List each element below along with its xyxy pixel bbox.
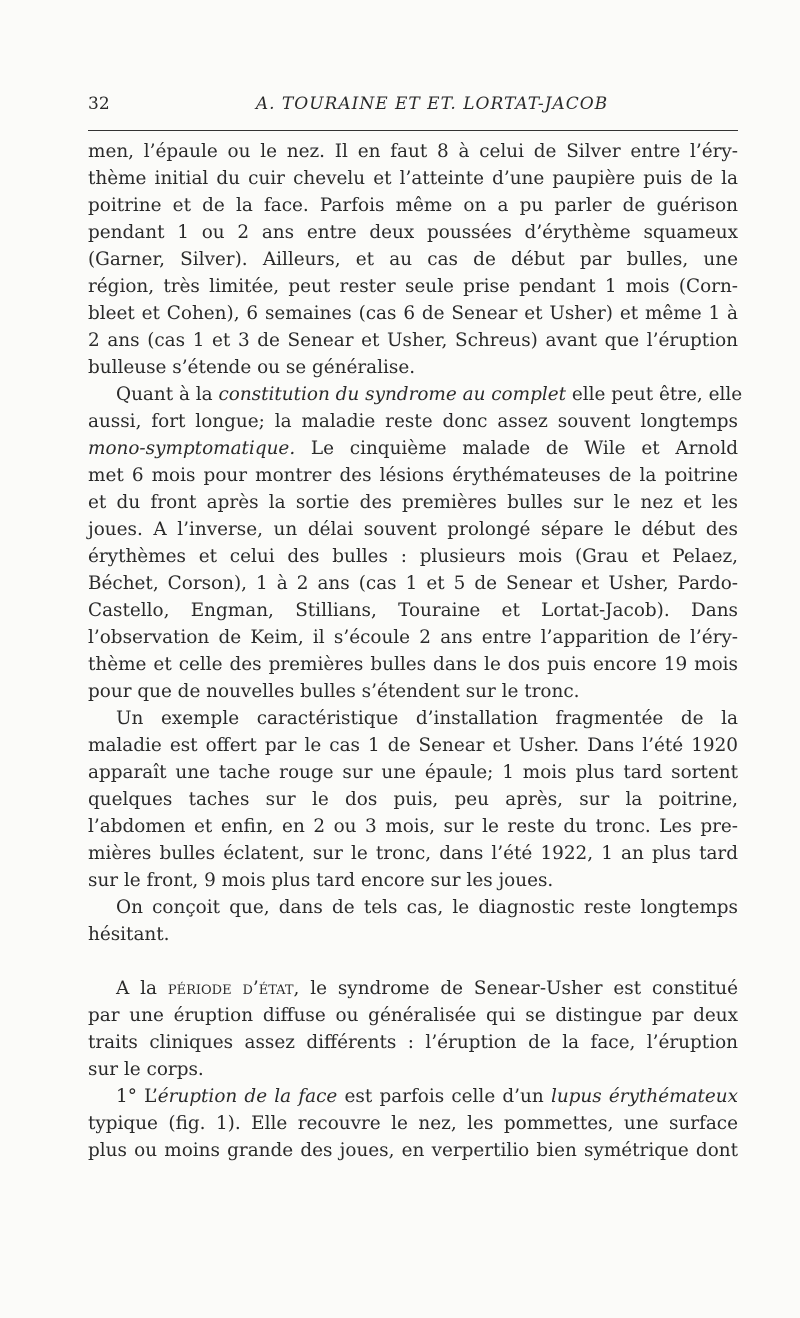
text-line: région, très limitée, peut rester seule prise pendant 1 mois (Corn- (88, 276, 738, 297)
text-line: et du front après la sortie des premières bulles sur le nez et les (88, 492, 738, 513)
text-line: Castello, Engman, Stillians, Touraine et Lortat-Jacob). Dans (88, 600, 738, 621)
text-line: 2 ans (cas 1 et 3 de Senear et Usher, Schreus) avant que l’éruption (88, 330, 738, 351)
text-run: Le cinquième malade de Wile et Arnold (295, 438, 738, 459)
paragraph (88, 138, 738, 381)
running-title: A. TOURAINE ET ET. LORTAT-JACOB (255, 94, 609, 114)
paragraph (88, 1083, 738, 1164)
text-line: l’abdomen et enfin, en 2 ou 3 mois, sur le reste du tronc. Les pre- (88, 816, 738, 837)
text-line: plus ou moins grande des joues, en verpertilio bien symétrique dont (88, 1140, 738, 1161)
paragraph (88, 894, 738, 948)
page-number: 32 (88, 94, 110, 114)
text-line: Un exemple caractéristique d’installation fragmentée de la (116, 708, 738, 729)
text-line: maladie est offert par le cas 1 de Senear et Usher. Dans l’été 1920 (88, 735, 738, 756)
text-run: est parfois celle d’un (337, 1086, 551, 1107)
text-line (88, 381, 743, 408)
italic-phrase: éruption de la face (157, 1086, 338, 1107)
text-line (88, 435, 738, 462)
text-line: quelques taches sur le dos puis, peu après, sur la poitrine, (88, 789, 738, 810)
text-run: Quant à la (116, 384, 219, 405)
text-line: pendant 1 ou 2 ans entre deux poussées d’érythème squameux (88, 222, 738, 243)
body-text (88, 138, 743, 1164)
text-line: thème initial du cuir chevelu et l’atteinte d’une paupière puis de la (88, 168, 738, 189)
text-line: poitrine et de la face. Parfois même on a pu parler de guérison (88, 195, 738, 216)
text-line: men, l’épaule ou le nez. Il en faut 8 à celui de Silver entre l’éry- (88, 141, 738, 162)
text-line: thème et celle des premières bulles dans le dos puis encore 19 mois (88, 654, 738, 675)
text-line: aussi, fort longue; la maladie reste donc assez souvent longtemps (88, 411, 738, 432)
text-line: par une éruption diffuse ou généralisée qui se distingue par deux (88, 1005, 738, 1026)
section-gap (88, 948, 738, 975)
text-line: On conçoit que, dans de tels cas, le diagnostic reste longtemps (116, 897, 738, 918)
text-line: Béchet, Corson), 1 à 2 ans (cas 1 et 5 de Senear et Usher, Pardo- (88, 573, 738, 594)
text-line: joues. A l’inverse, un délai souvent prolongé sépare le début des (88, 519, 738, 540)
text-line: sur le front, 9 mois plus tard encore sur les joues. (88, 870, 554, 891)
text-run: , le syndrome de Senear-Usher est constitué (293, 978, 738, 999)
text-line: apparaît une tache rouge sur une épaule; 1 mois plus tard sortent (88, 762, 738, 783)
paragraph (88, 381, 743, 705)
header-rule (88, 130, 738, 131)
text-line: bleet et Cohen), 6 semaines (cas 6 de Senear et Usher) et même 1 à (88, 303, 738, 324)
text-run: elle peut être, elle (566, 384, 743, 405)
paragraph (88, 975, 738, 1083)
text-line: pour que de nouvelles bulles s’étendent sur le tronc. (88, 681, 580, 702)
text-line: (Garner, Silver). Ailleurs, et au cas de début par bulles, une (88, 249, 738, 270)
text-run: A la (116, 978, 168, 999)
text-line: typique (fig. 1). Elle recouvre le nez, les pommettes, une surface (88, 1113, 738, 1134)
italic-phrase: lupus érythémateux (550, 1086, 739, 1107)
text-line: traits cliniques assez différents : l’éruption de la face, l’éruption (88, 1032, 738, 1053)
text-line: hésitant. (88, 924, 170, 945)
text-run: 1° L’ (116, 1086, 158, 1107)
text-line (88, 1083, 738, 1110)
text-line: érythèmes et celui des bulles : plusieurs mois (Grau et Pelaez, (88, 546, 738, 567)
text-line: bulleuse s’étende ou se généralise. (88, 357, 416, 378)
italic-phrase: constitution du syndrome au complet (218, 384, 566, 405)
small-caps-phrase: période d’état (167, 978, 294, 999)
running-header (88, 94, 736, 118)
text-line: l’observation de Keim, il s’écoule 2 ans entre l’apparition de l’éry- (88, 627, 738, 648)
text-line: mières bulles éclatent, sur le tronc, dans l’été 1922, 1 an plus tard (88, 843, 738, 864)
italic-phrase: mono-symptomatique. (88, 438, 296, 459)
text-line: met 6 mois pour montrer des lésions érythémateuses de la poitrine (88, 465, 738, 486)
text-line (88, 975, 738, 1002)
paragraph (88, 705, 738, 894)
text-line: sur le corps. (88, 1059, 204, 1080)
